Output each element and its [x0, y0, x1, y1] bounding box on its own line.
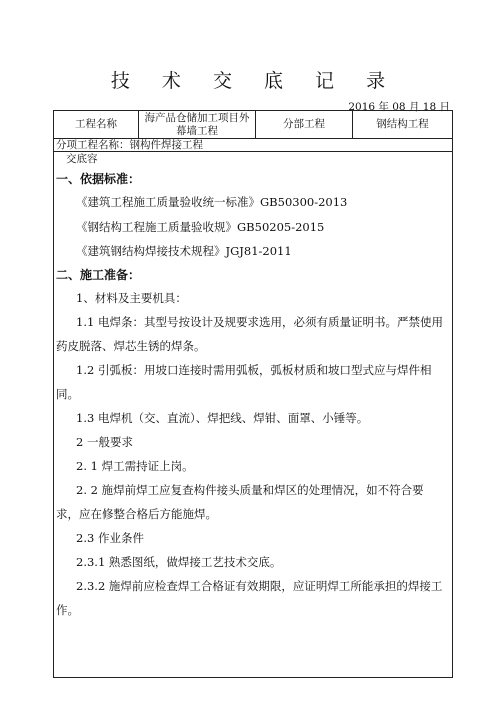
- disclosure-content: [56, 168, 446, 622]
- project-label: 工程名称: [54, 111, 139, 139]
- paragraph: 2. 2 施焊前焊工应复查构件接头质量和焊区的处理情况，如不符合要求，应在修整合格后方能施焊。: [56, 482, 424, 521]
- paragraph: 1.3 电焊机（交、直流）、焊把线、焊钳、面罩、小锤等。: [76, 410, 369, 425]
- paragraph: 1、材料及主要机具：: [76, 290, 187, 305]
- division-label: 分部工程: [256, 111, 353, 139]
- section1-heading: 一、依据标准：: [56, 172, 141, 186]
- paragraph: 2.3.2 施焊前应检查焊工合格证有效期限，应证明焊工所能承担的焊接工作。: [56, 578, 443, 617]
- header-row: [54, 111, 453, 139]
- paragraph: 1.2 引弧板：用坡口连接时需用弧板，弧板材质和坡口型式应与焊件相同。: [56, 362, 432, 401]
- divider: [54, 151, 452, 152]
- paragraph: 2.3.1 熟悉图纸，做焊接工艺技术交底。: [76, 554, 282, 569]
- project-value: 海产品仓储加工项目外幕墙工程: [139, 111, 256, 139]
- standard-ref: 《建筑钢结构焊接技术规程》JGJ81-2011: [76, 244, 292, 258]
- header-table: [53, 110, 453, 139]
- paragraph: 2 一般要求: [76, 434, 133, 449]
- standard-ref: 《钢结构工程施工质量验收规》GB50205-2015: [76, 219, 325, 234]
- division-value: 钢结构工程: [353, 111, 453, 139]
- paragraph: 2.3 作业条件: [76, 530, 144, 545]
- sub-item-name: 分项工程名称：钢构件焊接工程: [56, 139, 203, 151]
- section2-heading: 二、施工准备：: [56, 267, 141, 282]
- document-title: 技 术 交 底 记 录: [110, 70, 399, 92]
- content-box: [53, 138, 453, 678]
- record-date: 2016 年 08 月 18 日: [348, 101, 450, 113]
- paragraph: 2. 1 焊工需持证上岗。: [76, 458, 194, 473]
- paragraph: 1.1 电焊条：其型号按设计及规要求选用，必须有质量证明书。严禁使用药皮脱落、焊芯生锈的焊条。: [56, 314, 443, 353]
- disclosure-content-label: 交底容: [66, 153, 98, 165]
- standard-ref: 《建筑工程施工质量验收统一标准》GB50300-2013: [76, 195, 348, 209]
